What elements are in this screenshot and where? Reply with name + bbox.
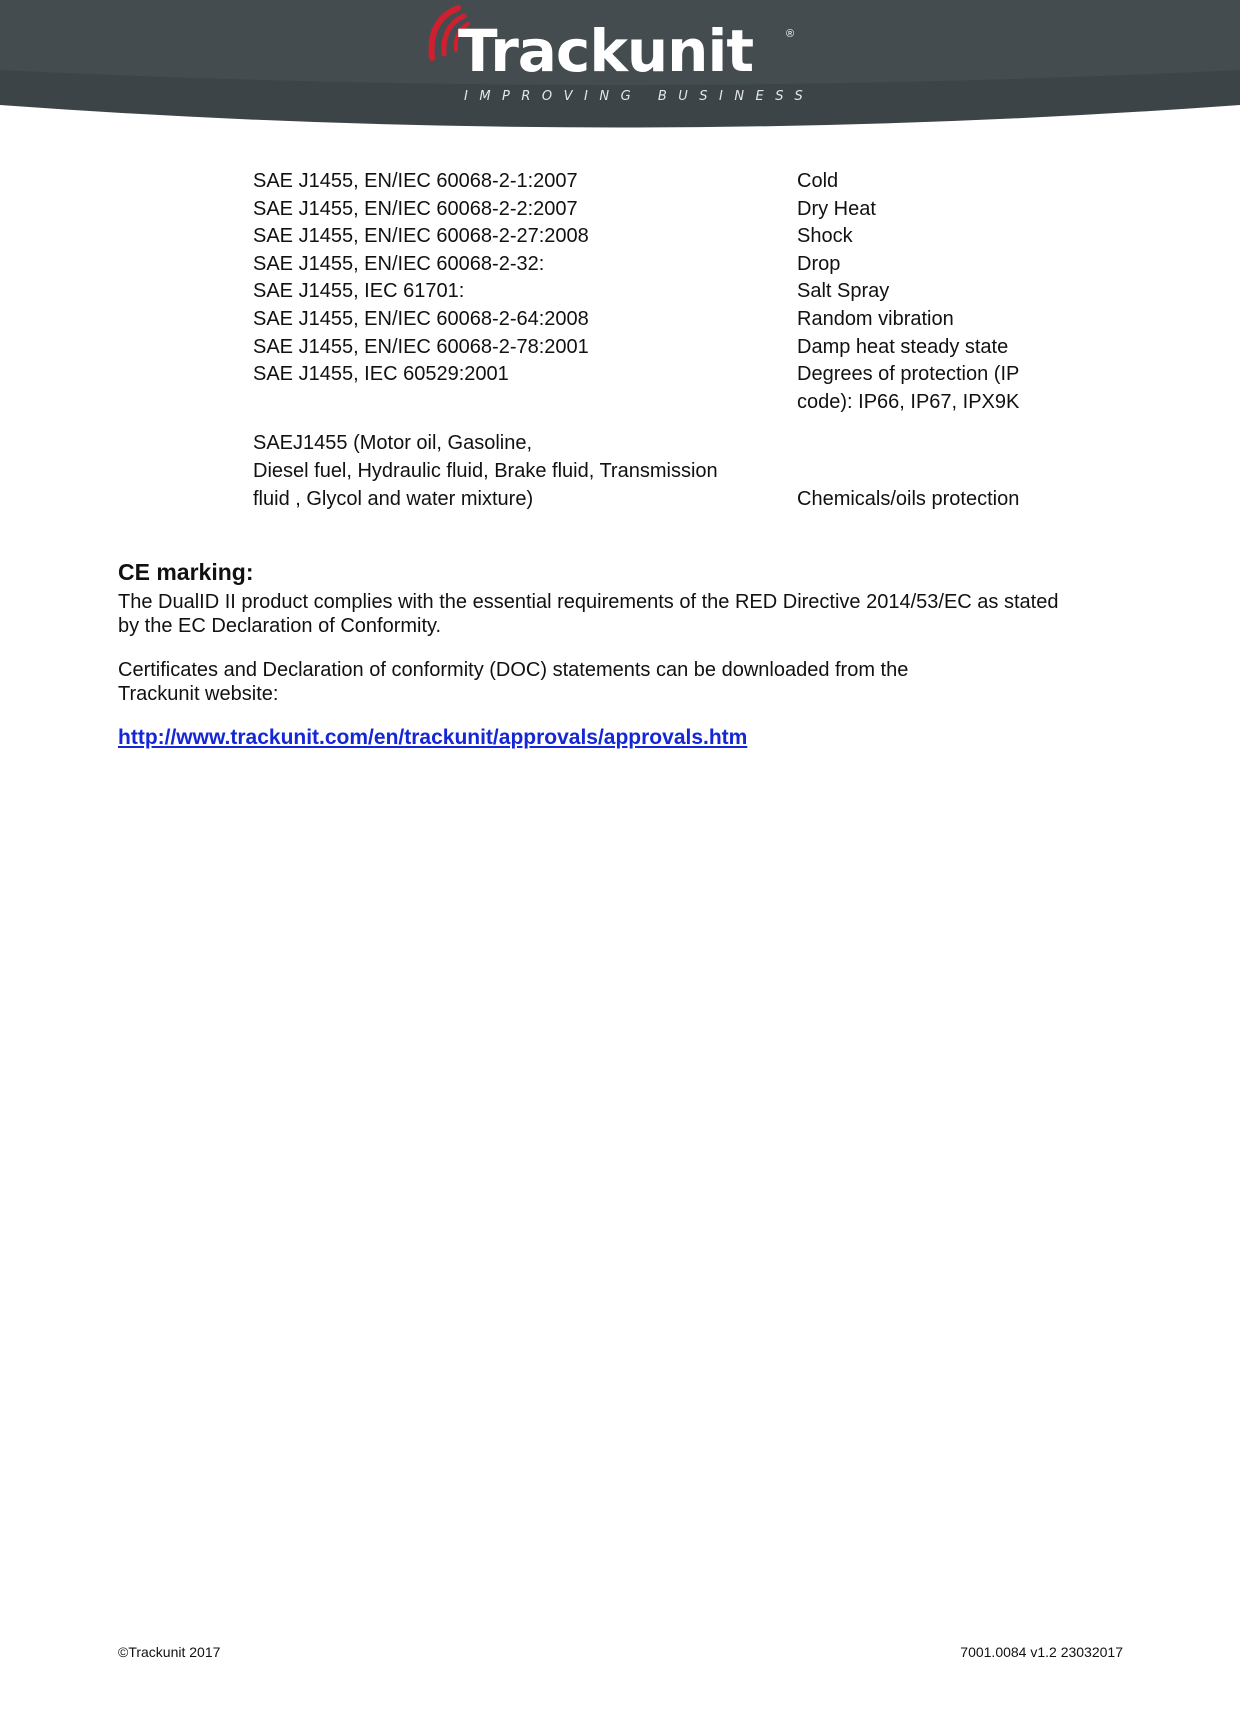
test-cell: Salt Spray: [797, 280, 890, 303]
standard-cell: [253, 389, 797, 417]
standard-cell: SAE J1455, EN/IEC 60068-2-2:2007: [253, 197, 578, 220]
test-cell: Random vibration: [797, 307, 954, 330]
standard-cell: fluid , Glycol and water mixture): [253, 487, 534, 510]
compliance-paragraph: [118, 590, 1138, 638]
test-cell: code): IP66, IP67, IPX9K: [797, 390, 1020, 413]
standard-cell: SAE J1455, EN/IEC 60068-2-64:2008: [253, 307, 589, 330]
standard-cell: SAE J1455, EN/IEC 60068-2-32:: [253, 252, 545, 275]
registered-mark: ®: [786, 28, 795, 40]
row-spacer: [253, 416, 1037, 430]
test-cell: Drop: [797, 252, 841, 275]
page-header: [0, 0, 1240, 135]
table-row: [253, 334, 1037, 362]
section-heading: CE marking:: [118, 559, 254, 585]
test-cell: Shock: [797, 225, 853, 248]
standard-cell: SAE J1455, EN/IEC 60068-2-27:2008: [253, 225, 589, 248]
test-cell: Dry Heat: [797, 197, 876, 220]
table-row: [253, 196, 1037, 224]
certificates-paragraph: [118, 658, 1138, 706]
table-row: [253, 389, 1037, 417]
standards-table: [253, 168, 1037, 513]
ce-marking-section: [118, 559, 1138, 750]
standard-cell: SAE J1455, IEC 60529:2001: [253, 363, 509, 386]
paragraph-line: Certificates and Declaration of conformity (DOC) statements can be downloaded from the: [118, 659, 909, 681]
test-cell: [797, 458, 1037, 486]
test-cell: Degrees of protection (IP: [797, 363, 1020, 386]
table-row: [253, 486, 1037, 514]
table-row: [253, 223, 1037, 251]
table-row: [253, 361, 1037, 389]
table-row: [253, 458, 1037, 486]
paragraph-line: The DualID II product complies with the essential requirements of the RED Directive 2014/53/EC as stated: [118, 591, 1059, 613]
standard-cell: SAE J1455, EN/IEC 60068-2-78:2001: [253, 335, 589, 358]
table-row: [253, 306, 1037, 334]
copyright-text: ©Trackunit 2017: [118, 1644, 221, 1660]
brand-tagline: IMPROVING BUSINESS: [464, 89, 815, 104]
approvals-link[interactable]: http://www.trackunit.com/en/trackunit/approvals/approvals.htm: [118, 726, 748, 749]
paragraph-line: by the EC Declaration of Conformity.: [118, 615, 442, 637]
test-cell: [797, 430, 1037, 458]
document-reference: 7001.0084 v1.2 23032017: [960, 1644, 1123, 1660]
standard-cell: SAE J1455, IEC 61701:: [253, 280, 465, 303]
test-cell: Cold: [797, 170, 839, 192]
standard-cell: Diesel fuel, Hydraulic fluid, Brake fluid, Transmission: [253, 459, 718, 482]
table-row: [253, 168, 1037, 196]
table-row: [253, 251, 1037, 279]
table-row: [253, 278, 1037, 306]
paragraph-line: Trackunit website:: [118, 683, 279, 705]
brand-logo: Trackunit: [458, 17, 754, 85]
test-cell: Damp heat steady state: [797, 335, 1009, 358]
standard-cell: SAE J1455, EN/IEC 60068-2-1:2007: [253, 170, 578, 192]
test-cell: Chemicals/oils protection: [797, 487, 1020, 510]
standard-cell: SAEJ1455 (Motor oil, Gasoline,: [253, 432, 533, 455]
table-row: [253, 430, 1037, 458]
